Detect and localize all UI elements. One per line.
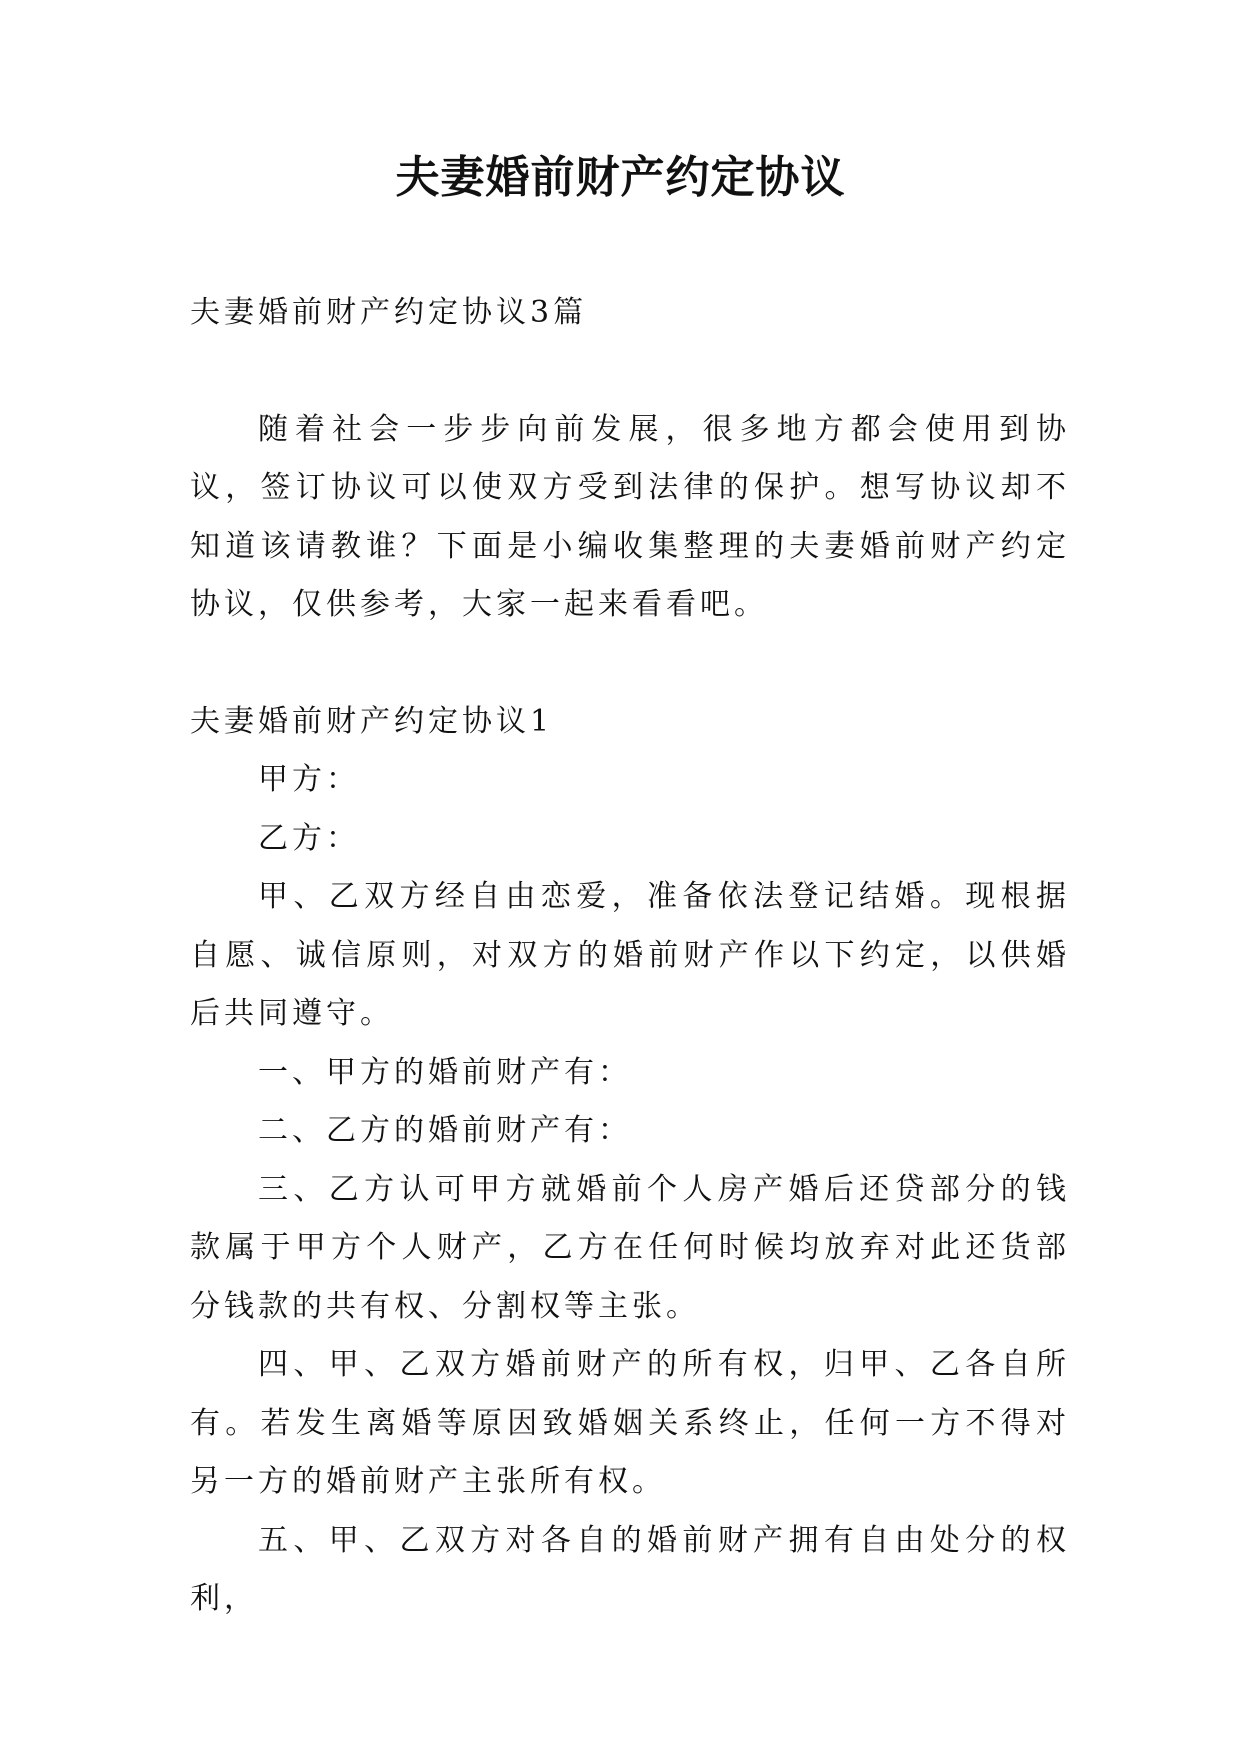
clause-5: 五、甲、乙双方对各自的婚前财产拥有自由处分的权利， xyxy=(190,1522,1070,1616)
clause-2: 二、乙方的婚前财产有： xyxy=(258,1113,632,1148)
document-title: 夫妻婚前财产约定协议 xyxy=(395,152,846,203)
document-body xyxy=(190,284,1070,1629)
agreement-paragraph: 甲、乙双方经自由恋爱，准备依法登记结婚。现根据自愿、诚信原则，对双方的婚前财产作以下约定，以供婚后共同遵守。 xyxy=(190,879,1070,1031)
party-a-line: 甲方： xyxy=(258,762,360,797)
clause-3: 三、乙方认可甲方就婚前个人房产婚后还贷部分的钱款属于甲方个人财产，乙方在任何时候均放弃对此还货部分钱款的共有权、分割权等主张。 xyxy=(190,1171,1070,1324)
section-heading: 夫妻婚前财产约定协议1 xyxy=(190,703,554,739)
document-subtitle: 夫妻婚前财产约定协议3篇 xyxy=(190,295,588,330)
clause-1: 一、甲方的婚前财产有： xyxy=(258,1054,632,1090)
clause-4: 四、甲、乙双方婚前财产的所有权，归甲、乙各自所有。若发生离婚等原因致婚姻关系终止，任何一方不得对另一方的婚前财产主张所有权。 xyxy=(190,1347,1070,1499)
party-b-line: 乙方： xyxy=(258,820,360,856)
intro-paragraph: 随着社会一步步向前发展，很多地方都会使用到协议，签订协议可以使双方受到法律的保护。想写协议却不知道该请教谁？下面是小编收集整理的夫妻婚前财产约定协议，仅供参考，大家一起来看看吧。 xyxy=(190,411,1070,622)
